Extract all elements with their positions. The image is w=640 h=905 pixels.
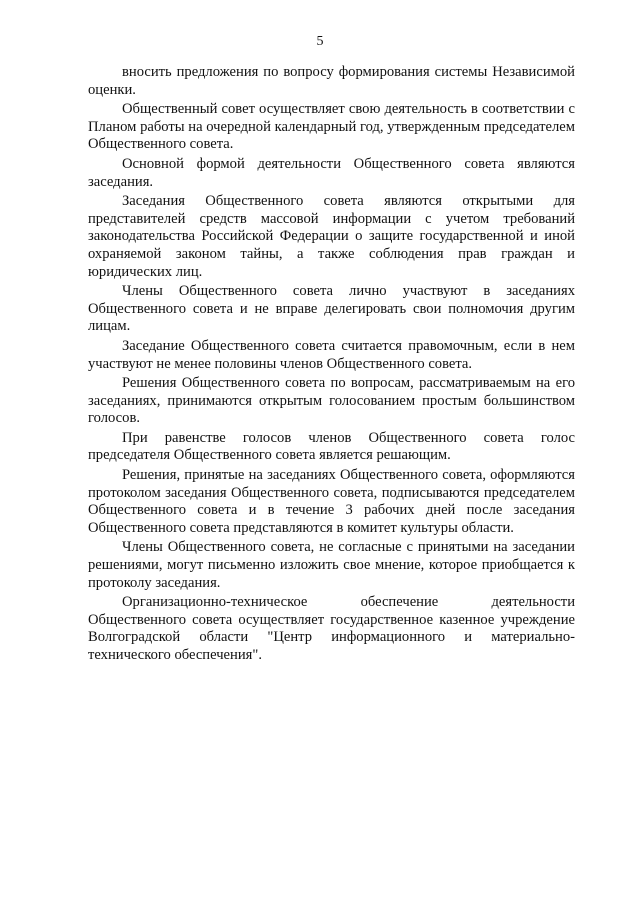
paragraph-quorum: Заседание Общественного совета считается правомочным, если в нем участвуют не менее половины членов Общественного совета.: [88, 337, 575, 372]
paragraph-main-form: Основной формой деятельности Общественного совета являются заседания.: [88, 155, 575, 190]
page-number: 5: [316, 34, 324, 49]
paragraph-protocol: Решения, принятые на заседаниях Общественного совета, оформляются протоколом заседания Общественного совета, подписываются председателем Общественного совета и в течение 3 рабочих дней после заседания Общественного совета представляются в комитет культуры области.: [88, 467, 575, 536]
paragraph-members-participation: Члены Общественного совета лично участвуют в заседаниях Общественного совета и не вправе делегировать свои полномочия другим лицам.: [88, 283, 575, 335]
paragraph-decisions-voting: Решения Общественного совета по вопросам, рассматриваемым на его заседаниях, принимаются открытым голосованием простым большинством голосов.: [88, 375, 575, 427]
document-body: [88, 64, 575, 667]
paragraph-work-plan: Общественный совет осуществляет свою деятельность в соответствии с Планом работы на очередной календарный год, утвержденным председателем Общественного совета.: [88, 101, 575, 153]
paragraph-independent-assessment: вносить предложения по вопросу формирования системы Независимой оценки.: [88, 64, 575, 98]
paragraph-dissenting-opinion: Члены Общественного совета, не согласные с принятыми на заседании решениями, могут письменно изложить свое мнение, которое приобщается к протоколу заседания.: [88, 539, 575, 591]
paragraph-technical-support: Организационно-техническое обеспечение деятельности Общественного совета осуществляет государственное казенное учреждение Волгоградской области "Центр информационного и материально-технического обеспечения".: [88, 594, 575, 663]
paragraph-tie-vote: При равенстве голосов членов Общественного совета голос председателя Общественного совета является решающим.: [88, 429, 575, 464]
paragraph-open-meetings: Заседания Общественного совета являются открытыми для представителей средств массовой информации с учетом требований законодательства Российской Федерации о защите государственной и иной охраняемой законом тайны, а также соблюдения прав граждан и юридических лиц.: [88, 193, 575, 280]
